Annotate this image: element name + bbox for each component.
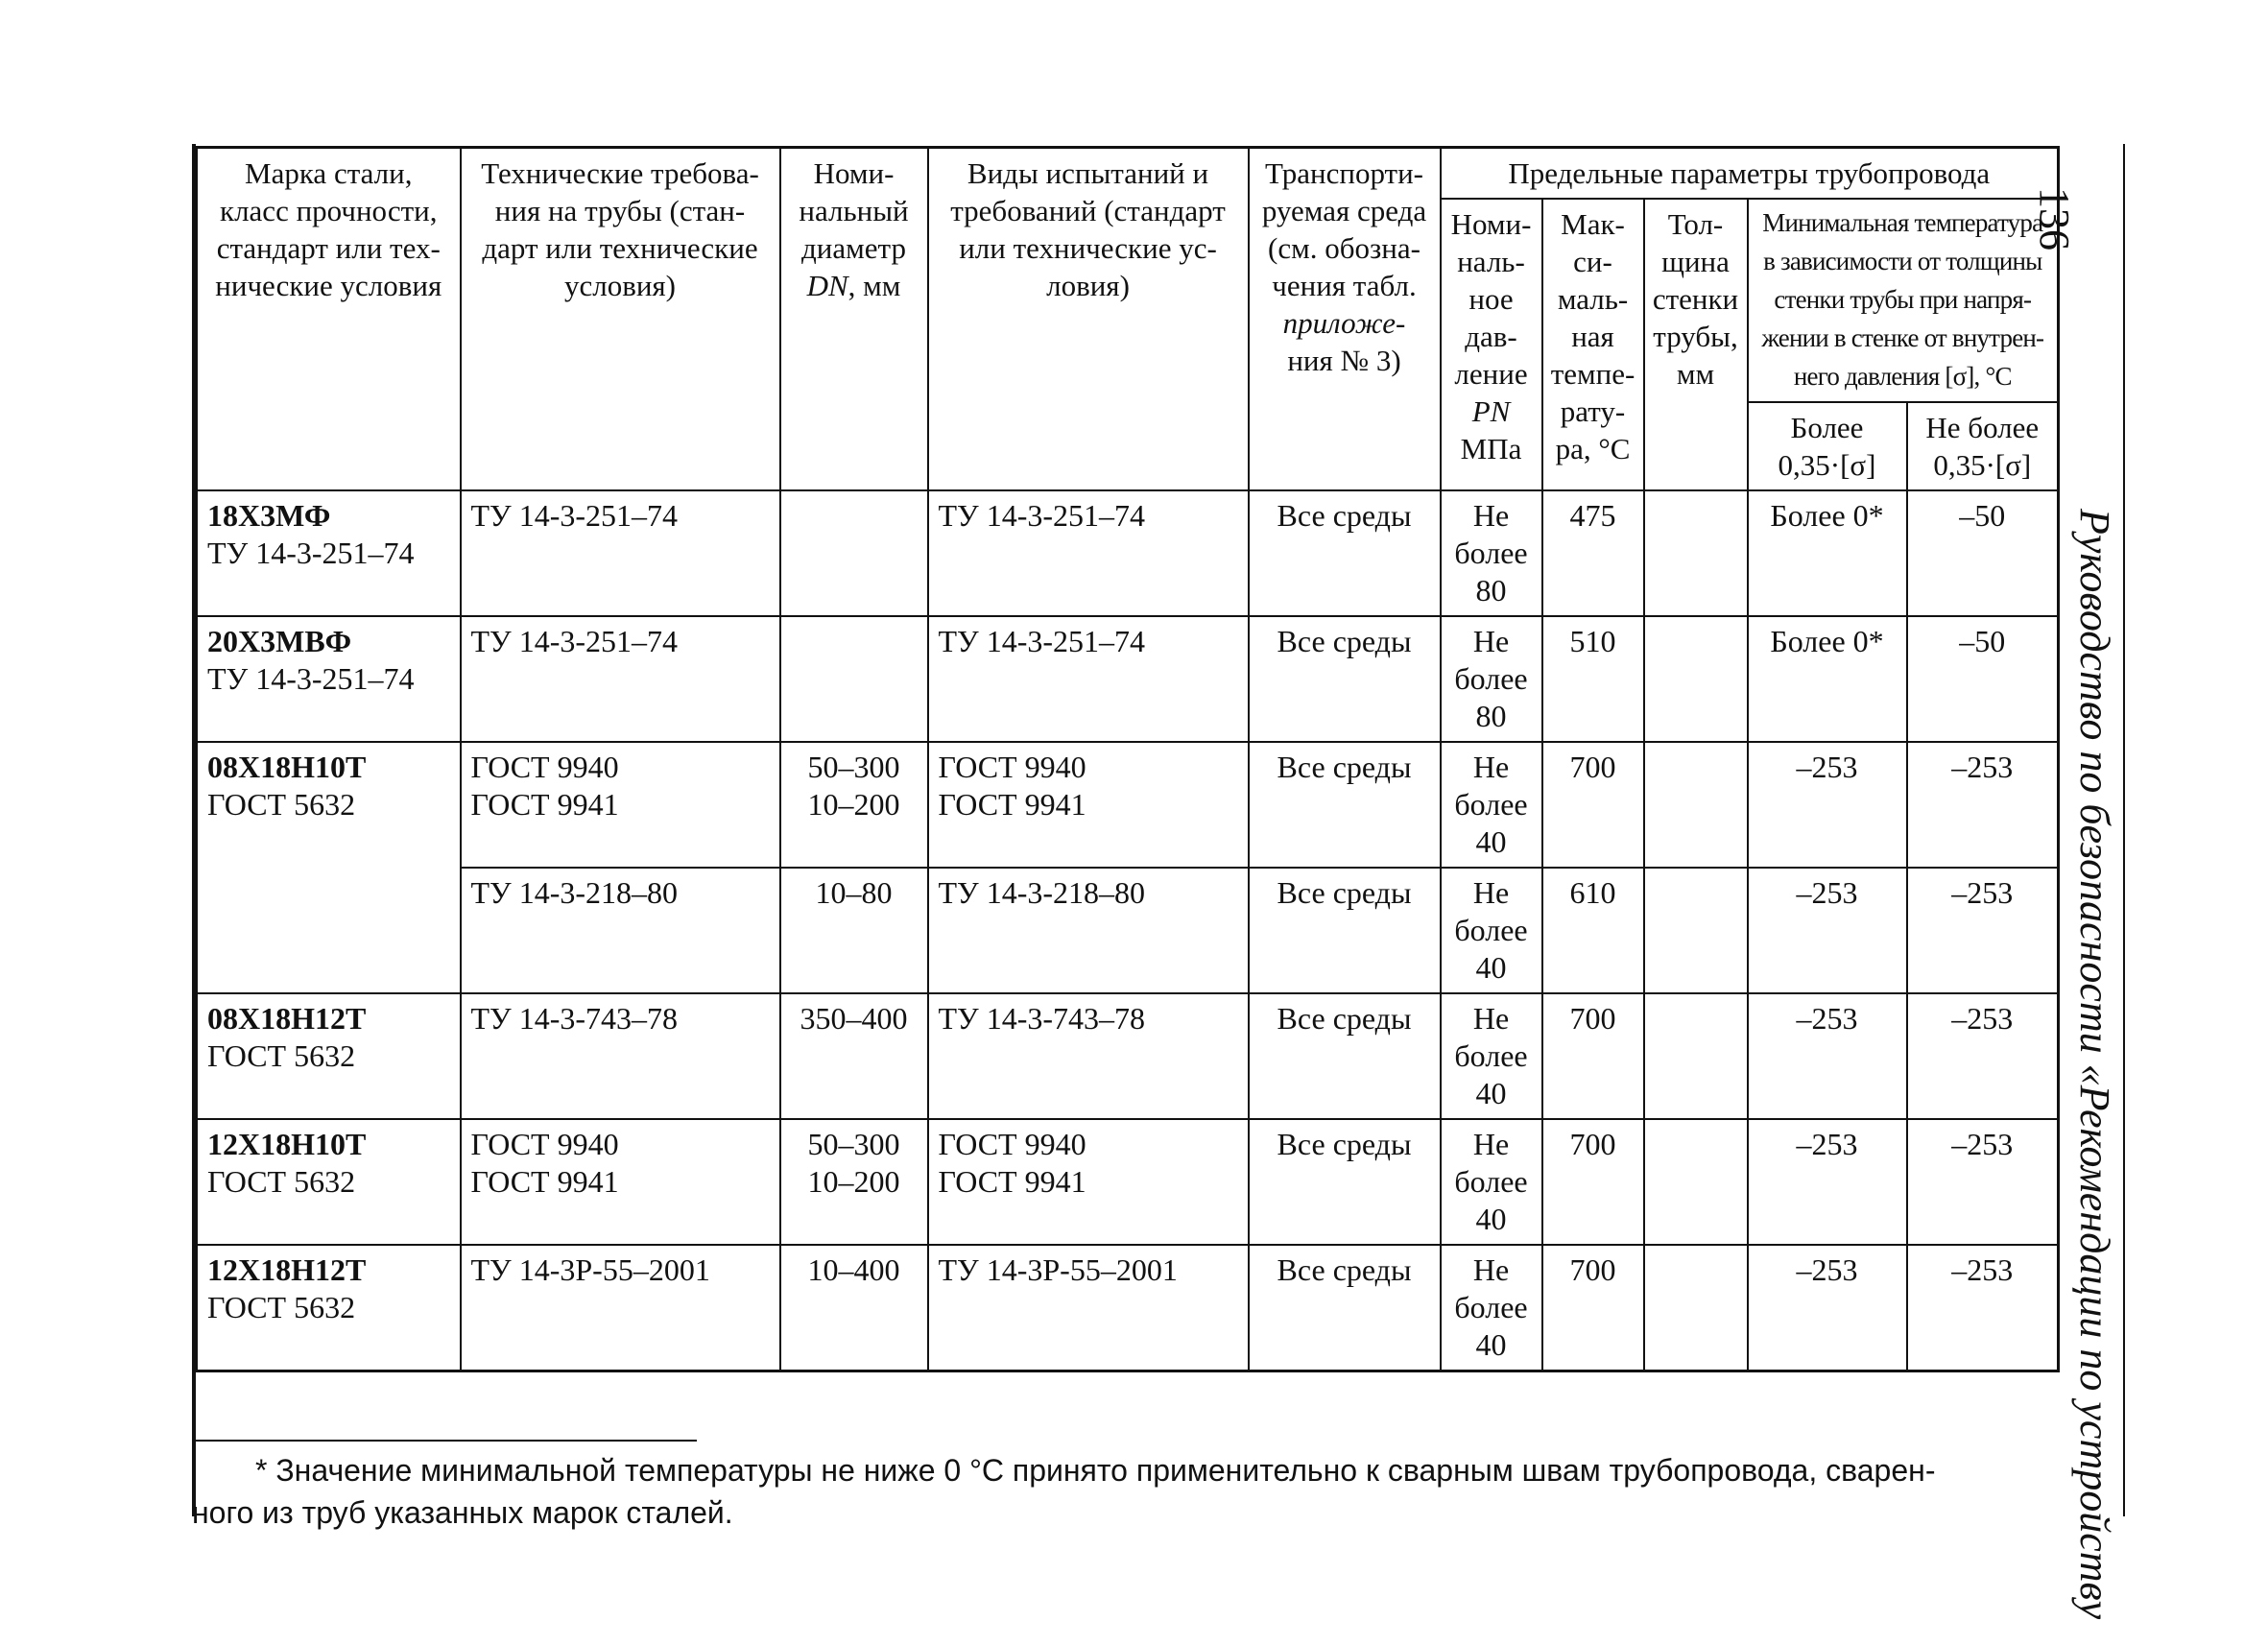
cell-text: 50–300	[807, 1127, 900, 1161]
cell-text: ГОСТ 5632	[207, 787, 356, 822]
table-row	[197, 490, 2059, 616]
cell-text: 12Х18Н12Т	[207, 1252, 367, 1287]
cell-text: –253	[1951, 750, 2014, 784]
cell-text: Не	[1472, 875, 1510, 910]
cell-medium	[1249, 993, 1441, 1119]
cell-tests	[928, 616, 1249, 742]
cell-max-temp	[1542, 1245, 1644, 1371]
cell-text: 08Х18Н12Т	[207, 1001, 367, 1036]
cell-steel-grade	[197, 1119, 461, 1245]
cell-text: Не	[1472, 498, 1510, 533]
cell-nominal-pressure	[1441, 490, 1542, 616]
cell-text: 10–400	[807, 1252, 900, 1287]
cell-max-temp	[1542, 616, 1644, 742]
header-not-more-than	[1907, 402, 2059, 490]
header-line: 0,35·[σ]	[1778, 448, 1876, 482]
cell-min-temp-less	[1907, 868, 2059, 993]
cell-text: Не	[1472, 750, 1510, 784]
header-line: мм	[1676, 357, 1715, 391]
header-line: ния на трубы (стан-	[494, 194, 746, 227]
header-line: жении в стенке от внутрен-	[1761, 323, 2044, 352]
cell-text: 10–80	[815, 875, 893, 910]
header-line: Номи-	[1450, 207, 1532, 241]
header-line: в зависимости от толщины	[1763, 247, 2042, 275]
header-line: ная	[1571, 320, 1614, 353]
cell-wall-thickness	[1644, 993, 1748, 1119]
cell-text: ТУ 14-3-218–80	[470, 875, 679, 910]
header-line: нальный	[799, 194, 909, 227]
cell-min-temp-more	[1748, 742, 1907, 868]
cell-min-temp-less	[1907, 742, 2059, 868]
header-line: Номи-	[813, 156, 895, 190]
header-max-temp	[1542, 199, 1644, 490]
header-min-temp	[1748, 199, 2059, 402]
cell-text: более	[1454, 1290, 1528, 1324]
cell-text: 50–300	[807, 750, 900, 784]
cell-tech-requirements	[461, 993, 780, 1119]
header-line: класс прочности,	[220, 194, 438, 227]
cell-text: более	[1454, 661, 1528, 696]
header-more-than	[1748, 402, 1907, 490]
cell-min-temp-less	[1907, 1245, 2059, 1371]
cell-tech-requirements	[461, 616, 780, 742]
cell-steel-grade	[197, 742, 461, 993]
cell-max-temp	[1542, 742, 1644, 868]
header-line: Транспорти-	[1264, 156, 1423, 190]
cell-text: более	[1454, 787, 1528, 822]
cell-tests	[928, 1245, 1249, 1371]
cell-tests	[928, 490, 1249, 616]
header-line: стенки	[1652, 282, 1739, 316]
cell-text: Более 0*	[1770, 498, 1884, 533]
header-tech-requirements	[461, 148, 780, 491]
header-line: щина	[1661, 245, 1730, 278]
header-line: Тол-	[1667, 207, 1724, 241]
cell-nominal-pressure	[1441, 993, 1542, 1119]
cell-nominal-diameter	[780, 993, 928, 1119]
header-line: Минимальная температура	[1762, 208, 2043, 237]
cell-text: 40	[1475, 824, 1507, 859]
cell-min-temp-less	[1907, 1119, 2059, 1245]
cell-text: Не	[1472, 1127, 1510, 1161]
cell-nominal-diameter	[780, 490, 928, 616]
header-wall-thickness	[1644, 199, 1748, 490]
header-line: или технические ус-	[959, 231, 1217, 265]
header-line: диаметр	[801, 231, 906, 265]
cell-tech-requirements	[461, 868, 780, 993]
cell-max-temp	[1542, 993, 1644, 1119]
cell-text: –253	[1796, 1127, 1858, 1161]
cell-min-temp-more	[1748, 490, 1907, 616]
header-line: Технические требова-	[481, 156, 759, 190]
footnote-rule	[192, 1440, 697, 1442]
cell-medium	[1249, 490, 1441, 616]
cell-min-temp-less	[1907, 490, 2059, 616]
header-line: него давления [σ], °С	[1793, 362, 2012, 391]
cell-text: ГОСТ 9941	[470, 1164, 619, 1199]
cell-text: Все среды	[1277, 1001, 1412, 1036]
header-line: нические условия	[215, 269, 442, 302]
cell-text: ТУ 14-3-743–78	[938, 1001, 1146, 1036]
cell-steel-grade	[197, 490, 461, 616]
cell-tests	[928, 868, 1249, 993]
cell-nominal-diameter	[780, 742, 928, 868]
cell-medium	[1249, 616, 1441, 742]
header-line: ра, °С	[1555, 432, 1631, 465]
header-line: ловия)	[1046, 269, 1130, 302]
cell-nominal-pressure	[1441, 742, 1542, 868]
cell-text: Не	[1472, 1252, 1510, 1287]
cell-text: 700	[1569, 750, 1616, 784]
cell-text: 10–200	[807, 1164, 900, 1199]
cell-min-temp-more	[1748, 616, 1907, 742]
cell-text: ТУ 14-3Р-55–2001	[938, 1252, 1178, 1287]
cell-max-temp	[1542, 490, 1644, 616]
header-line: 0,35·[σ]	[1933, 448, 2032, 482]
page-number: 136	[2031, 187, 2078, 250]
running-title: Руководство по безопасности «Рекомендации по устройству	[2071, 509, 2118, 1620]
table-row	[197, 742, 2059, 868]
cell-text: ТУ 14-3-251–74	[207, 661, 415, 696]
table-row	[197, 993, 2059, 1119]
cell-text: ТУ 14-3-251–74	[207, 536, 415, 570]
cell-text: –253	[1796, 1252, 1858, 1287]
cell-text: –253	[1951, 1252, 2014, 1287]
header-line: требований (стандарт	[950, 194, 1226, 227]
header-line: Виды испытаний и	[967, 156, 1209, 190]
cell-tests	[928, 993, 1249, 1119]
cell-text: Все среды	[1277, 1127, 1412, 1161]
cell-nominal-pressure	[1441, 1245, 1542, 1371]
cell-nominal-diameter	[780, 1245, 928, 1371]
cell-text: –50	[1959, 498, 2006, 533]
cell-text: 40	[1475, 1076, 1507, 1110]
cell-text: 40	[1475, 1202, 1507, 1236]
cell-text: ГОСТ 9940	[938, 750, 1086, 784]
cell-text: –253	[1796, 1001, 1858, 1036]
cell-text: 08Х18Н10Т	[207, 750, 367, 784]
cell-tech-requirements	[461, 1119, 780, 1245]
header-line: приложе-	[1282, 306, 1406, 340]
cell-text: 10–200	[807, 787, 900, 822]
cell-text: 40	[1475, 950, 1507, 985]
cell-min-temp-more	[1748, 868, 1907, 993]
cell-max-temp	[1542, 1119, 1644, 1245]
cell-text: 80	[1475, 699, 1507, 733]
cell-text: ТУ 14-3-743–78	[470, 1001, 679, 1036]
cell-tech-requirements	[461, 490, 780, 616]
header-line: условия)	[563, 269, 677, 302]
header-line: Не более	[1925, 411, 2040, 444]
cell-wall-thickness	[1644, 616, 1748, 742]
cell-text: Все среды	[1277, 750, 1412, 784]
header-line: наль-	[1457, 245, 1525, 278]
pipe-steel-table	[195, 146, 2060, 1372]
cell-text: ГОСТ 9941	[470, 787, 619, 822]
cell-steel-grade	[197, 616, 461, 742]
cell-tests	[928, 1119, 1249, 1245]
cell-text: 700	[1569, 1001, 1616, 1036]
cell-medium	[1249, 1119, 1441, 1245]
header-line: рату-	[1560, 394, 1626, 428]
cell-min-temp-less	[1907, 993, 2059, 1119]
cell-text: ГОСТ 9940	[938, 1127, 1086, 1161]
cell-nominal-diameter	[780, 1119, 928, 1245]
header-line: стандарт или тех-	[216, 231, 441, 265]
cell-text: ГОСТ 5632	[207, 1038, 356, 1073]
cell-tech-requirements	[461, 1245, 780, 1371]
header-line: Мак-	[1561, 207, 1625, 241]
header-line: Более	[1790, 411, 1864, 444]
cell-text: более	[1454, 1038, 1528, 1073]
cell-medium	[1249, 1245, 1441, 1371]
header-line: трубы,	[1653, 320, 1738, 353]
cell-text: ГОСТ 9940	[470, 750, 619, 784]
cell-text: 350–400	[800, 1001, 908, 1036]
cell-wall-thickness	[1644, 1245, 1748, 1371]
header-line: маль-	[1557, 282, 1629, 316]
cell-text: –253	[1951, 1001, 2014, 1036]
footnote-line-1: * Значение минимальной температуры не ниже 0 °С принято применительно к сварным швам трубопровода, сварен-	[255, 1453, 1936, 1488]
cell-tests	[928, 742, 1249, 868]
header-limit-params: Предельные параметры трубопровода	[1441, 148, 2059, 200]
footnote	[192, 1449, 2054, 1534]
cell-text: Более 0*	[1770, 624, 1884, 658]
cell-nominal-diameter	[780, 868, 928, 993]
cell-steel-grade	[197, 1245, 461, 1371]
table-row	[197, 1245, 2059, 1371]
cell-text: ГОСТ 9940	[470, 1127, 619, 1161]
header-tests	[928, 148, 1249, 491]
cell-text: Все среды	[1277, 875, 1412, 910]
cell-min-temp-more	[1748, 993, 1907, 1119]
header-steel-grade	[197, 148, 461, 491]
header-medium: Транспорти- руемая среда (см. обозна- чения табл. приложе- ния № 3)	[1249, 148, 1441, 491]
table-row	[197, 1119, 2059, 1245]
cell-text: 40	[1475, 1327, 1507, 1362]
cell-text: ТУ 14-3-251–74	[938, 498, 1146, 533]
cell-steel-grade	[197, 993, 461, 1119]
cell-text: более	[1454, 1164, 1528, 1199]
cell-text: 610	[1569, 875, 1616, 910]
cell-min-temp-more	[1748, 1245, 1907, 1371]
cell-text: ТУ 14-3-218–80	[938, 875, 1146, 910]
cell-wall-thickness	[1644, 868, 1748, 993]
cell-text: Все среды	[1277, 498, 1412, 533]
cell-text: 80	[1475, 573, 1507, 608]
header-nominal-diameter: Номи- нальный диаметр DN, мм	[780, 148, 928, 491]
cell-text: 700	[1569, 1252, 1616, 1287]
header-line: ление	[1454, 357, 1528, 391]
header-line: дарт или технические	[482, 231, 758, 265]
header-line: дав-	[1465, 320, 1517, 353]
cell-text: более	[1454, 536, 1528, 570]
cell-text: ГОСТ 9941	[938, 1164, 1086, 1199]
cell-text: –253	[1951, 875, 2014, 910]
cell-nominal-pressure	[1441, 868, 1542, 993]
cell-wall-thickness	[1644, 742, 1748, 868]
cell-text: 700	[1569, 1127, 1616, 1161]
header-line: ное	[1468, 282, 1514, 316]
cell-text: ТУ 14-3-251–74	[470, 624, 679, 658]
cell-text: более	[1454, 913, 1528, 947]
header-line: темпе-	[1550, 357, 1635, 391]
cell-text: 20Х3МВФ	[207, 624, 352, 658]
cell-max-temp	[1542, 868, 1644, 993]
cell-text: –50	[1959, 624, 2006, 658]
cell-wall-thickness	[1644, 490, 1748, 616]
footnote-line-2: ного из труб указанных марок сталей.	[192, 1495, 733, 1530]
table-row	[197, 616, 2059, 742]
cell-text: ТУ 14-3-251–74	[938, 624, 1146, 658]
cell-medium	[1249, 742, 1441, 868]
cell-text: Все среды	[1277, 624, 1412, 658]
cell-nominal-pressure	[1441, 1119, 1542, 1245]
cell-text: 475	[1569, 498, 1616, 533]
cell-text: Не	[1472, 624, 1510, 658]
cell-nominal-pressure	[1441, 616, 1542, 742]
table-row	[197, 868, 2059, 993]
cell-medium	[1249, 868, 1441, 993]
cell-text: ТУ 14-3-251–74	[470, 498, 679, 533]
cell-min-temp-less	[1907, 616, 2059, 742]
cell-text: ГОСТ 9941	[938, 787, 1086, 822]
header-line: си-	[1573, 245, 1612, 278]
cell-text: –253	[1796, 875, 1858, 910]
cell-text: –253	[1796, 750, 1858, 784]
cell-text: 18Х3МФ	[207, 498, 331, 533]
cell-text: ГОСТ 5632	[207, 1164, 356, 1199]
header-line: стенки трубы при напря-	[1774, 285, 2032, 314]
right-margin-rule	[2123, 144, 2125, 1516]
cell-text: ТУ 14-3Р-55–2001	[470, 1252, 710, 1287]
cell-text: 510	[1569, 624, 1616, 658]
cell-text: Все среды	[1277, 1252, 1412, 1287]
header-line: руемая среда	[1261, 194, 1427, 227]
cell-text: –253	[1951, 1127, 2014, 1161]
header-line: Марка стали,	[245, 156, 413, 190]
cell-text: 12Х18Н10Т	[207, 1127, 367, 1161]
cell-tech-requirements	[461, 742, 780, 868]
header-line: (см. обозна-	[1268, 231, 1420, 265]
cell-text: ГОСТ 5632	[207, 1290, 356, 1324]
cell-min-temp-more	[1748, 1119, 1907, 1245]
cell-nominal-diameter	[780, 616, 928, 742]
header-nominal-pressure: Номи- наль- ное дав- ление PN МПа	[1441, 199, 1542, 490]
cell-text: Не	[1472, 1001, 1510, 1036]
header-line: чения табл.	[1272, 269, 1417, 302]
cell-wall-thickness	[1644, 1119, 1748, 1245]
